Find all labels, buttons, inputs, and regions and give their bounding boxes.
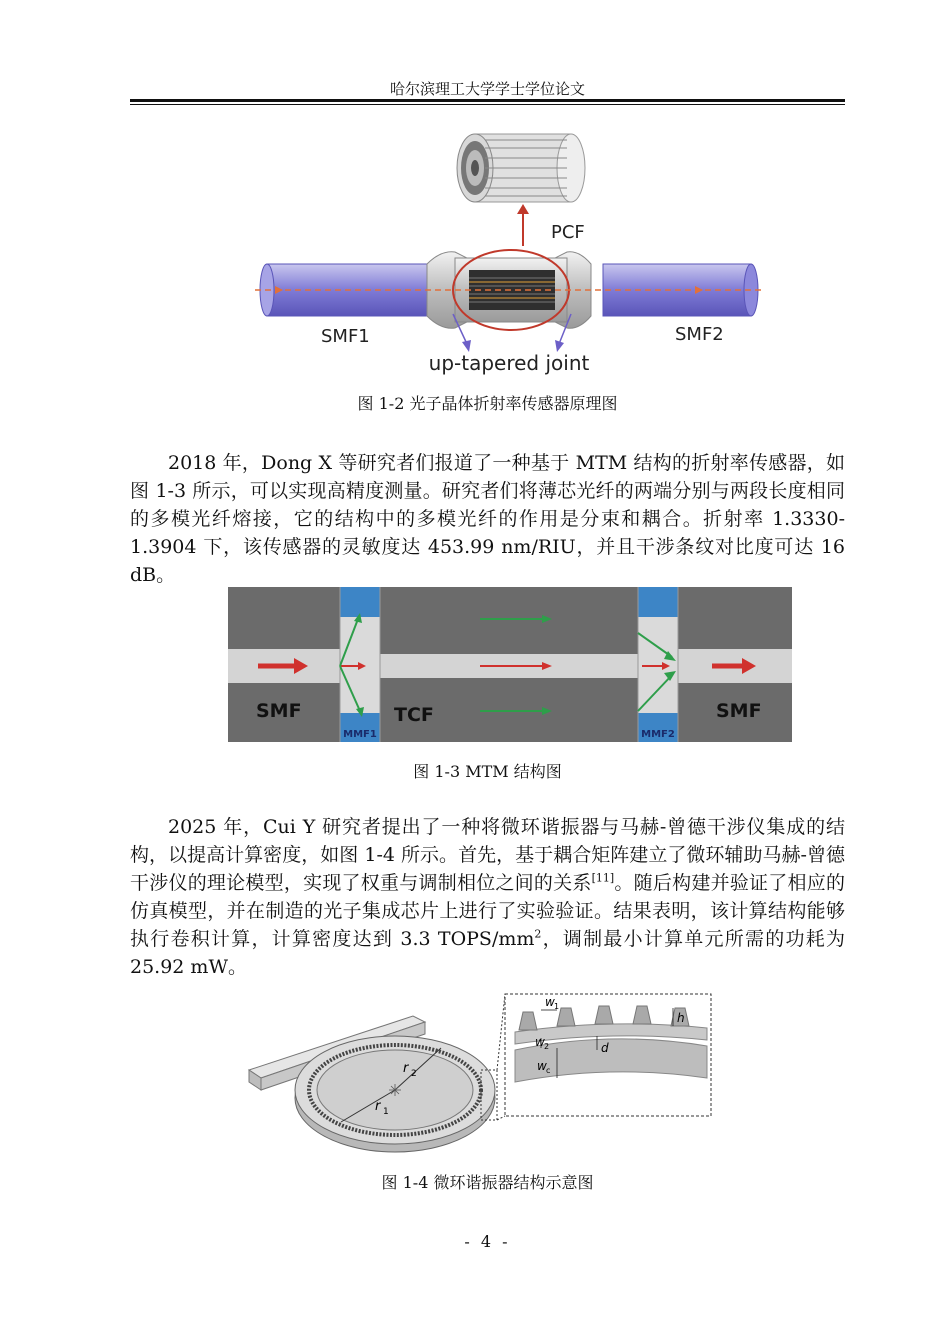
header-rule-thin xyxy=(130,104,845,105)
paragraph-cui-y xyxy=(130,813,845,981)
figure-1-4-microring-resonator xyxy=(245,990,715,1160)
figure-1-4-caption: 图 1-4 微环谐振器结构示意图 xyxy=(381,1173,594,1192)
wc-sub: c xyxy=(546,1066,551,1075)
wc-label: w xyxy=(537,1059,547,1073)
figure-1-2-pcf-sensor xyxy=(255,118,765,380)
smf1-label: SMF1 xyxy=(321,326,370,347)
figure-1-3-caption: 图 1-3 MTM 结构图 xyxy=(413,762,562,781)
citation-ref: [11] xyxy=(591,871,615,885)
smf-right-label: SMF xyxy=(716,700,762,722)
page-header: 哈尔滨理工大学学士学位论文 xyxy=(389,80,585,98)
pcf-label: PCF xyxy=(551,222,585,243)
w2-sub: 2 xyxy=(544,1042,550,1051)
w1-sub: 1 xyxy=(554,1002,560,1011)
smf-left-label: SMF xyxy=(256,700,302,722)
paragraph-text xyxy=(130,813,845,981)
superscript-2: 2 xyxy=(534,927,542,941)
paragraph-text-b: 。随后构建并验证了相应的仿真模型，并在制造的光子集成芯片上进行了实验验证。结果表明，该计算结构能够执行卷积计算，计算密度达到 3.3 TOPS/mm xyxy=(130,872,845,950)
r2-sub: 2 xyxy=(411,1069,417,1079)
page-number: - 4 - xyxy=(464,1232,511,1251)
figure-1-3-mtm-structure xyxy=(228,587,792,742)
d-label: d xyxy=(601,1041,609,1055)
tcf-label: TCF xyxy=(394,704,434,726)
w1-label: w xyxy=(545,995,555,1009)
r1-label: r xyxy=(375,1099,381,1114)
mmf1-label: MMF1 xyxy=(343,729,377,740)
paragraph-text: 2018 年，Dong X 等研究者们报道了一种基于 MTM 结构的折射率传感器，如图 1-3 所示，可以实现高精度测量。研究者们将薄芯光纤的两端分别与两段长度相同的多模光纤熔接，它的结构中的多模光纤的作用是分束和耦合。折射率 1.3330-1.3904 下，该传感器的灵敏度达 453.99 nm/RIU，并且干涉条纹对比度可达 16 dB。 xyxy=(130,452,845,586)
smf2-label: SMF2 xyxy=(675,324,724,345)
paragraph-dong-x xyxy=(130,449,845,589)
r1-sub: 1 xyxy=(383,1107,389,1117)
up-tapered-joint-label: up-tapered joint xyxy=(428,351,590,375)
r2-label: r xyxy=(403,1061,409,1076)
h-label: h xyxy=(677,1011,685,1025)
figure-1-2-caption: 图 1-2 光子晶体折射率传感器原理图 xyxy=(357,394,618,413)
header-rule-thick xyxy=(130,99,845,102)
paragraph-text-c: ，调制最小计算单元所需的功耗为 25.92 mW。 xyxy=(130,928,845,978)
paragraph-text-a: 2025 年，Cui Y 研究者提出了一种将微环谐振器与马赫-曾德干涉仪集成的结构，以提高计算密度，如图 1-4 所示。首先，基于耦合矩阵建立了微环辅助马赫-曾德干涉仪的理论模型，实现了权重与调制相位之间的关系 xyxy=(130,816,845,894)
w2-label: w xyxy=(535,1035,545,1049)
pcf-cylinder-icon xyxy=(457,134,585,202)
mmf2-label: MMF2 xyxy=(641,729,675,740)
